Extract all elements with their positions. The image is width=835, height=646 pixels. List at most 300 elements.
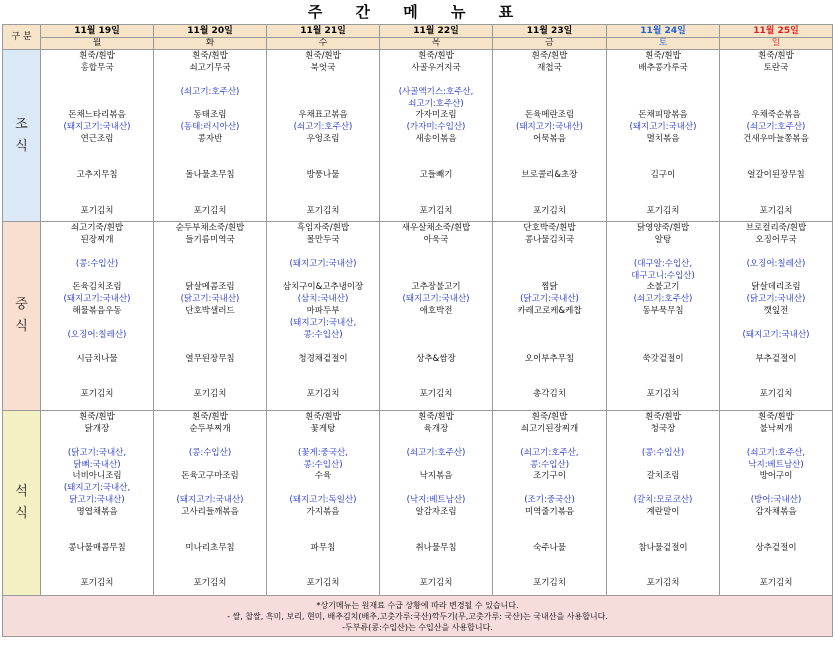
menu-item <box>267 271 379 283</box>
date-header-1: 11월 20일 <box>154 25 267 38</box>
origin-label: (콩:수입산) <box>641 447 685 458</box>
menu-item: 포기김치 <box>80 205 114 216</box>
gubun-header: 구 분 <box>3 25 41 50</box>
menu-item <box>607 247 719 259</box>
origin-label: (돼지고기:국내산, <box>289 318 357 329</box>
menu-item: 우채표고볶음 <box>298 110 348 121</box>
menu-item <box>41 87 153 99</box>
menu-item <box>720 436 832 448</box>
menu-item <box>720 194 832 206</box>
menu-item <box>607 436 719 448</box>
menu-item <box>154 483 266 495</box>
menu-item <box>380 378 492 390</box>
menu-item: 찜닭 <box>541 282 558 293</box>
menu-cell <box>493 411 607 596</box>
day-header-6: 일 <box>720 38 833 50</box>
menu-item: 브로콜리&초장 <box>521 169 578 180</box>
menu-item <box>493 87 606 99</box>
menu-item <box>493 378 606 390</box>
menu-item <box>493 259 606 271</box>
menu-cell <box>493 222 607 411</box>
menu-item: 포기김치 <box>533 205 566 216</box>
menu-item: 홍합무국 <box>80 62 114 73</box>
menu-item <box>41 271 153 283</box>
menu-item <box>154 146 266 158</box>
menu-item: 우채죽순볶음 <box>751 110 801 121</box>
menu-item: 순두부채소죽/흰밥 <box>175 223 245 233</box>
origin-label: (쇠고기:호주산, <box>746 447 806 458</box>
menu-item <box>607 531 719 543</box>
menu-item: 북엇국 <box>310 62 336 73</box>
origin-label: (쇠고기:호주산) <box>746 122 806 133</box>
menu-item <box>607 99 719 111</box>
menu-item <box>493 483 606 495</box>
menu-item: 포기김치 <box>193 578 227 589</box>
origin-label: (돼지고기:국내산, <box>63 483 131 494</box>
menu-item <box>154 271 266 283</box>
menu-cell <box>41 222 154 411</box>
menu-item: 건새우마늘쫑볶음 <box>743 134 809 145</box>
menu-item <box>380 75 492 87</box>
menu-item <box>267 247 379 259</box>
menu-item: 동태조림 <box>193 110 227 121</box>
origin-label: (콩:수입산) <box>188 447 232 458</box>
menu-item <box>267 158 379 170</box>
menu-item: 계란말이 <box>646 507 680 518</box>
menu-item: 아욱국 <box>423 234 449 245</box>
menu-item <box>720 75 832 87</box>
menu-item <box>720 146 832 158</box>
menu-item: 몰만두국 <box>306 234 340 245</box>
menu-item: 돌나물초무침 <box>185 169 235 180</box>
menu-cell <box>267 50 380 222</box>
menu-item <box>720 555 832 567</box>
menu-item <box>493 366 606 378</box>
menu-item: 닭살데리조림 <box>751 282 801 293</box>
menu-item <box>41 318 153 330</box>
menu-item <box>41 567 153 579</box>
menu-item <box>267 146 379 158</box>
menu-item: 삼치구이&고추냉이장 <box>282 282 364 293</box>
page-title: 주 간 메 뉴 표 <box>307 3 528 21</box>
menu-item <box>493 555 606 567</box>
meal-label: 석 식 <box>3 411 41 596</box>
menu-item: 포기김치 <box>419 389 453 400</box>
origin-label: (쇠고기:호주산) <box>293 122 353 133</box>
menu-item: 미나리초무침 <box>185 542 235 553</box>
menu-item: 포기김치 <box>759 389 793 400</box>
menu-item <box>154 460 266 472</box>
origin-label: (돼지고기:국내산) <box>289 258 357 269</box>
menu-item: 사골우거지국 <box>411 62 461 73</box>
menu-item: 부추겉절이 <box>755 353 797 364</box>
menu-item <box>380 531 492 543</box>
footnote <box>3 596 833 637</box>
menu-item <box>380 146 492 158</box>
menu-item: 청경채겉절이 <box>298 353 348 364</box>
origin-label: (낙지:베트남산) <box>406 495 466 506</box>
menu-item: 방풍나물 <box>306 169 340 180</box>
menu-item: 흰죽/흰밥 <box>79 412 115 422</box>
origin-label: (오징어:칠레산) <box>746 258 806 269</box>
footnote-line: - 쌀, 찹쌀, 흑미, 보리, 현미, 배추김치(배추,고춧가루:국산)깍두기(무,고춧가루: 국산)는 국내산을 사용합니다. <box>227 611 608 621</box>
origin-label: 대구고니:수입산) <box>631 270 695 281</box>
menu-item <box>154 519 266 531</box>
menu-item <box>493 247 606 259</box>
menu-cell <box>607 222 720 411</box>
menu-item <box>267 342 379 354</box>
menu-item: 파무침 <box>310 542 336 553</box>
menu-item: 콩나물매콤무침 <box>68 542 126 553</box>
menu-item: 닭살메콤조림 <box>185 282 235 293</box>
menu-item: 갈치조림 <box>646 471 680 482</box>
menu-item <box>720 99 832 111</box>
menu-item: 열무된장무침 <box>185 353 235 364</box>
origin-label: 닭뼈:국내산) <box>73 459 121 470</box>
menu-item: 포기김치 <box>306 578 340 589</box>
menu-item: 흰죽/흰밥 <box>418 412 454 422</box>
menu-item <box>720 342 832 354</box>
menu-item <box>380 342 492 354</box>
menu-item <box>607 87 719 99</box>
menu-item: 고추지무침 <box>76 169 118 180</box>
menu-item <box>720 271 832 283</box>
menu-item: 된장찌개 <box>80 234 114 245</box>
origin-label: 낙지:베트남산) <box>748 459 804 470</box>
origin-label: (삼치:국내산) <box>297 294 349 305</box>
origin-label: 쇠고기:호주산) <box>408 98 464 109</box>
menu-item <box>607 146 719 158</box>
menu-item <box>607 366 719 378</box>
menu-item <box>720 519 832 531</box>
menu-item <box>607 555 719 567</box>
menu-item: 돈육김치조림 <box>72 282 122 293</box>
origin-label: (돼지고기:국내산) <box>63 294 131 305</box>
menu-item <box>267 567 379 579</box>
menu-item <box>607 318 719 330</box>
meal-label: 조 식 <box>3 50 41 222</box>
menu-item <box>380 330 492 342</box>
menu-item <box>267 555 379 567</box>
origin-label: (조기:중국산) <box>524 495 575 506</box>
menu-item: 돈육메란조림 <box>524 110 575 121</box>
day-header-4: 금 <box>493 38 607 50</box>
menu-item: 쇠고기된장찌개 <box>520 423 579 434</box>
menu-item: 낙지볶음 <box>419 471 453 482</box>
menu-item: 가자미조림 <box>415 110 457 121</box>
menu-item: 흰죽/흰밥 <box>645 412 681 422</box>
origin-label: (방어:국내산) <box>750 495 802 506</box>
menu-item <box>267 366 379 378</box>
menu-item: 쇠고기무국 <box>189 62 231 73</box>
menu-item <box>41 146 153 158</box>
origin-label: (꽃게:중국산, <box>298 447 348 458</box>
meal-label: 중 식 <box>3 222 41 411</box>
menu-item <box>493 436 606 448</box>
menu-item: 포기김치 <box>80 578 114 589</box>
menu-item <box>41 366 153 378</box>
menu-item <box>41 519 153 531</box>
menu-item: 너비아니조림 <box>72 471 122 482</box>
origin-label: (쇠고기:호주산, <box>520 447 579 458</box>
menu-item: 연근조림 <box>80 134 114 145</box>
origin-label: (돼지고기:국내산) <box>63 122 131 133</box>
menu-item: 명엽채볶음 <box>76 507 118 518</box>
menu-item: 단호박샐러드 <box>185 306 235 317</box>
menu-item: 가지볶음 <box>306 507 340 518</box>
menu-item <box>380 259 492 271</box>
menu-item: 고추장불고기 <box>411 282 461 293</box>
menu-item: 브로컬리죽/흰밥 <box>745 223 807 233</box>
origin-label: (돼지고기:국내산) <box>176 495 244 506</box>
menu-cell <box>154 411 267 596</box>
menu-item: 조기구이 <box>533 471 566 482</box>
menu-item <box>720 87 832 99</box>
menu-item: 재첩국 <box>537 62 562 73</box>
menu-item: 총각김치 <box>533 389 566 400</box>
day-header-3: 목 <box>380 38 493 50</box>
date-header-5: 11월 24일 <box>607 25 720 38</box>
menu-item: 마파두부 <box>306 306 340 317</box>
menu-item: 흰죽/흰밥 <box>192 51 228 61</box>
menu-item: 멸치볶음 <box>646 134 680 145</box>
origin-label: (닭고기:국내산) <box>520 294 579 305</box>
menu-item: 흰죽/흰밥 <box>758 51 794 61</box>
menu-item <box>380 366 492 378</box>
menu-cell <box>380 222 493 411</box>
menu-item: 얼갈이된장무침 <box>747 169 805 180</box>
menu-item: 육개장 <box>423 423 449 434</box>
menu-item <box>154 182 266 194</box>
weekly-menu-table <box>2 24 833 637</box>
menu-item <box>380 247 492 259</box>
origin-label: 콩:수입산) <box>529 459 570 470</box>
menu-item <box>380 271 492 283</box>
date-header-3: 11월 22일 <box>380 25 493 38</box>
menu-cell <box>154 222 267 411</box>
date-header-2: 11월 21일 <box>267 25 380 38</box>
menu-item: 상추&쌈장 <box>416 353 456 364</box>
menu-item <box>607 75 719 87</box>
menu-item <box>41 436 153 448</box>
menu-item <box>720 182 832 194</box>
menu-item <box>380 519 492 531</box>
origin-label: (동태:러시아산) <box>180 122 240 133</box>
menu-item <box>607 158 719 170</box>
menu-item: 들기름미역국 <box>185 234 235 245</box>
menu-item <box>380 318 492 330</box>
menu-item: 시금치나물 <box>76 353 118 364</box>
menu-item: 콩자반 <box>197 134 223 145</box>
origin-label: (사골엑기스:호주산, <box>398 86 474 97</box>
menu-item <box>154 259 266 271</box>
menu-item: 소불고기 <box>646 282 680 293</box>
menu-cell <box>267 222 380 411</box>
menu-item: 포기김치 <box>80 389 114 400</box>
menu-item <box>493 330 606 342</box>
menu-item <box>720 378 832 390</box>
origin-label: 콩:수입산) <box>303 330 343 341</box>
menu-item <box>41 531 153 543</box>
menu-item: 닭영양죽/흰밥 <box>636 223 690 233</box>
origin-label: (쇠고기:호주산) <box>406 447 466 458</box>
menu-item <box>154 555 266 567</box>
menu-item <box>493 158 606 170</box>
menu-item <box>720 531 832 543</box>
menu-item <box>154 99 266 111</box>
menu-cell <box>267 411 380 596</box>
date-header-0: 11월 19일 <box>41 25 154 38</box>
menu-item <box>493 194 606 206</box>
menu-item: 미역줄기볶음 <box>524 507 575 518</box>
menu-item: 포기김치 <box>193 205 227 216</box>
menu-item <box>267 436 379 448</box>
menu-item: 새송이볶음 <box>415 134 457 145</box>
menu-item <box>41 158 153 170</box>
menu-item <box>267 519 379 531</box>
menu-item <box>267 483 379 495</box>
menu-item <box>720 318 832 330</box>
menu-item: 포기김치 <box>646 578 680 589</box>
menu-item <box>267 87 379 99</box>
menu-item <box>607 567 719 579</box>
menu-item <box>607 194 719 206</box>
origin-label: (콩:수입산) <box>75 258 119 269</box>
menu-item <box>41 555 153 567</box>
menu-item: 수육 <box>314 471 332 482</box>
menu-item: 흰죽/흰밥 <box>79 51 115 61</box>
origin-label: (돼지고기:국내산) <box>629 122 697 133</box>
menu-item: 닭개장 <box>84 423 110 434</box>
menu-item: 포기김치 <box>419 205 453 216</box>
menu-item: 알감자조림 <box>415 507 457 518</box>
menu-item: 콩나물김치국 <box>524 234 575 245</box>
menu-item: 토란국 <box>763 62 789 73</box>
origin-label: (쇠고기:호주산) <box>633 294 693 305</box>
origin-label: (돼지고기:국내산) <box>402 294 470 305</box>
menu-item: 김구이 <box>650 169 676 180</box>
menu-item: 돈육고구마조림 <box>181 471 239 482</box>
menu-item <box>493 567 606 579</box>
menu-item: 카레고로케&케찹 <box>517 306 582 317</box>
menu-item: 흰죽/흰밥 <box>531 51 568 61</box>
menu-item: 단호박죽/흰밥 <box>523 223 576 233</box>
menu-item <box>41 378 153 390</box>
menu-item: 고사리들깨볶음 <box>181 507 239 518</box>
menu-item: 감자채볶음 <box>755 507 797 518</box>
menu-item: 흰죽/흰밥 <box>305 412 341 422</box>
origin-label: (대구알:수입산, <box>633 258 693 269</box>
footnote-line: *상기메뉴는 원재료 수급 상황에 따라 변경될 수 있습니다. <box>316 600 519 610</box>
footnote-line: -두부류(콩:수입산)는 수입산을 사용합니다. <box>342 622 493 632</box>
menu-item <box>41 182 153 194</box>
menu-item: 청국장 <box>650 423 676 434</box>
menu-cell <box>607 50 720 222</box>
day-header-5: 토 <box>607 38 720 50</box>
menu-item <box>720 567 832 579</box>
origin-label: (가자미:수입산) <box>406 122 466 133</box>
menu-item <box>720 483 832 495</box>
menu-item <box>154 330 266 342</box>
menu-item: 흰죽/흰밥 <box>192 412 228 422</box>
menu-item <box>380 460 492 472</box>
menu-item: 흰죽/흰밥 <box>305 51 341 61</box>
menu-item <box>380 182 492 194</box>
day-header-2: 수 <box>267 38 380 50</box>
menu-item: 취나물무침 <box>415 542 457 553</box>
menu-item <box>41 247 153 259</box>
menu-item: 돈채느타리볶음 <box>68 110 126 121</box>
menu-item: 우엉조림 <box>306 134 340 145</box>
menu-item <box>154 436 266 448</box>
menu-item: 참나물겉절이 <box>638 542 688 553</box>
menu-item: 흑임자죽/흰밥 <box>296 223 350 233</box>
origin-label: (돼지고기:국내산) <box>516 122 583 133</box>
menu-item: 흰죽/흰밥 <box>418 51 454 61</box>
menu-item <box>720 366 832 378</box>
origin-label: 콩:수입산) <box>303 459 343 470</box>
menu-item: 방어구이 <box>759 471 793 482</box>
menu-cell <box>41 50 154 222</box>
origin-label: (닭고기:국내산, <box>67 447 127 458</box>
menu-cell <box>720 222 833 411</box>
menu-item <box>154 531 266 543</box>
menu-item <box>720 158 832 170</box>
menu-item: 고들빼기 <box>419 169 453 180</box>
menu-item: 포기김치 <box>419 578 453 589</box>
menu-item <box>154 366 266 378</box>
menu-item <box>493 342 606 354</box>
menu-cell <box>154 50 267 222</box>
menu-item: 돈채피망볶음 <box>638 110 688 121</box>
menu-item: 상추겉절이 <box>755 542 797 553</box>
menu-item: 깻잎전 <box>763 306 789 317</box>
menu-item: 오징어무국 <box>755 234 797 245</box>
menu-item <box>267 99 379 111</box>
menu-item <box>380 555 492 567</box>
menu-item <box>493 99 606 111</box>
menu-item <box>154 342 266 354</box>
menu-cell <box>720 411 833 596</box>
menu-item <box>154 75 266 87</box>
menu-item <box>607 460 719 472</box>
menu-item <box>607 483 719 495</box>
menu-item <box>41 75 153 87</box>
menu-item <box>267 378 379 390</box>
menu-item <box>41 99 153 111</box>
menu-item: 순두부찌개 <box>189 423 231 434</box>
menu-cell <box>41 411 154 596</box>
menu-item: 포기김치 <box>306 205 340 216</box>
menu-item <box>720 247 832 259</box>
menu-item: 포기김치 <box>193 389 227 400</box>
origin-label: (갈치:모로코산) <box>633 495 693 506</box>
origin-label: (돼지고기:독일산) <box>289 495 357 506</box>
menu-item: 흰죽/흰밥 <box>645 51 681 61</box>
menu-item <box>493 146 606 158</box>
date-header-6: 11월 25일 <box>720 25 833 38</box>
origin-label: (닭고기:국내산) <box>746 294 806 305</box>
menu-item <box>493 182 606 194</box>
menu-item <box>380 158 492 170</box>
menu-item: 배추콩가루국 <box>638 62 688 73</box>
origin-label: (오징어:칠레산) <box>67 330 127 341</box>
menu-item <box>380 483 492 495</box>
menu-cell <box>493 50 607 222</box>
menu-item <box>267 531 379 543</box>
menu-item <box>267 194 379 206</box>
menu-item: 애호박전 <box>419 306 453 317</box>
